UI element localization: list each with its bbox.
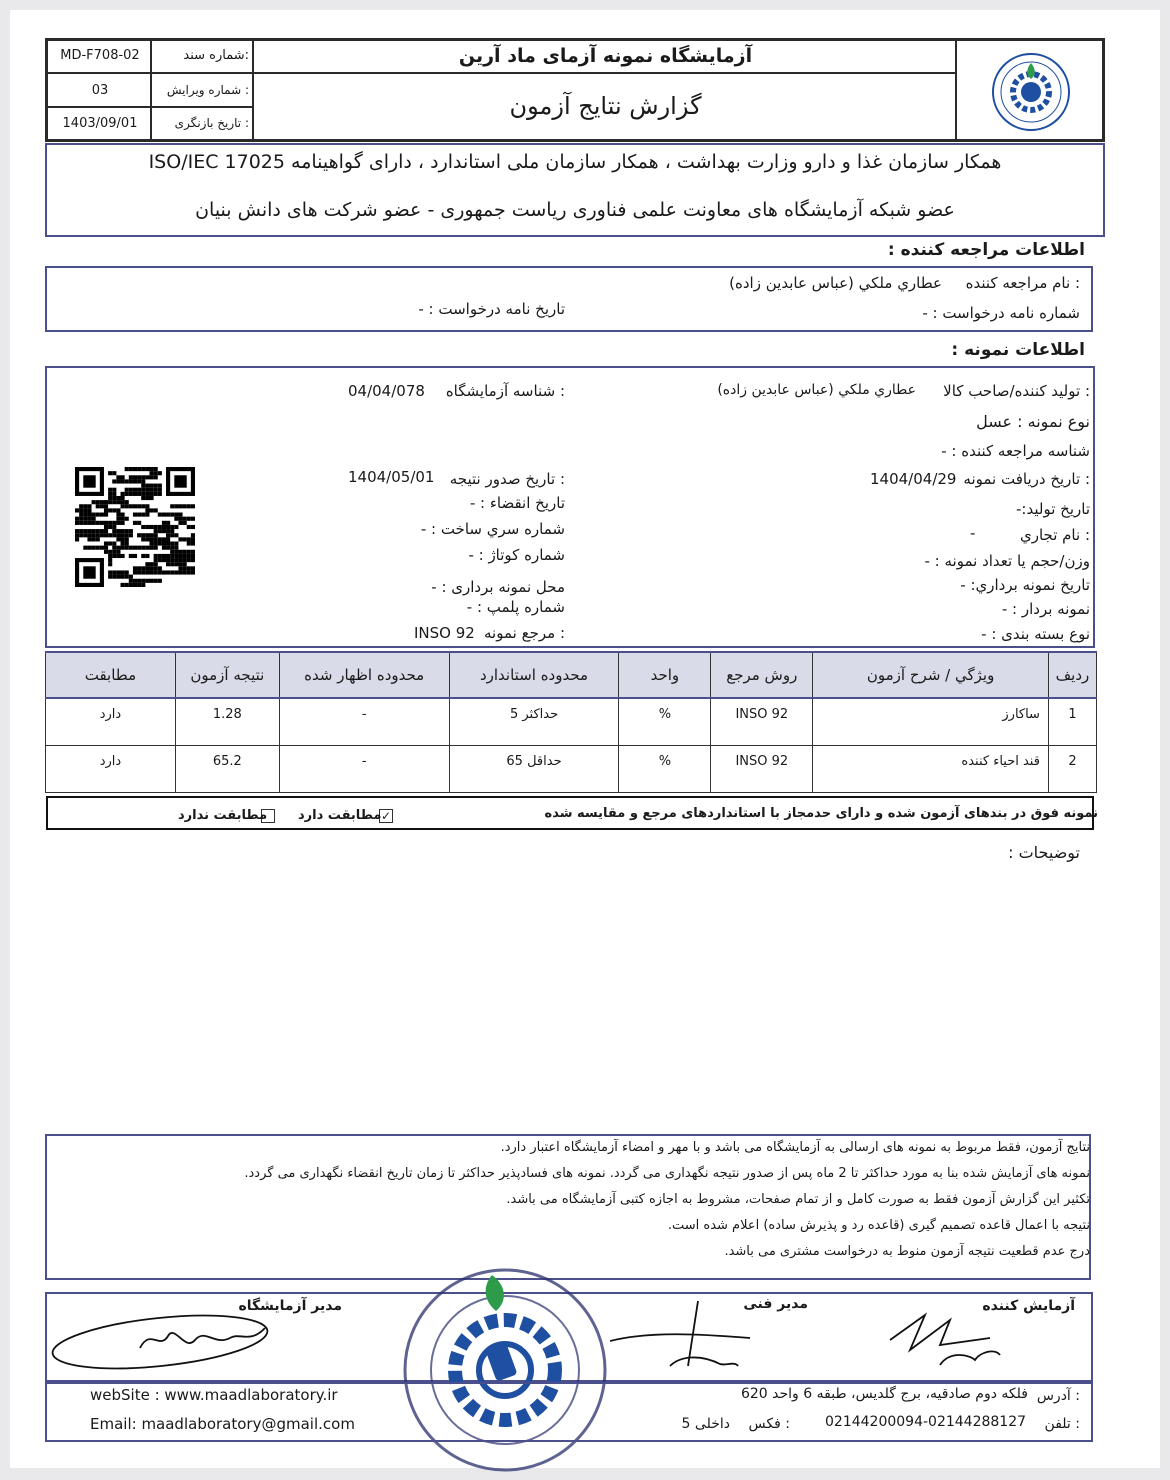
table-cell: %	[619, 745, 711, 792]
table-cell: %	[619, 698, 711, 745]
note-item: درج عدم قطعیت نتیجه آزمون منوط به درخواست مشتری می باشد.	[724, 1244, 1090, 1259]
conform-label: مطابقت دارد	[298, 808, 382, 823]
table-row	[46, 745, 1097, 792]
client-request-date: تاریخ نامه درخواست : -	[418, 300, 565, 318]
results-table	[45, 651, 1097, 793]
table-cell: 65.2	[175, 745, 279, 792]
receive-date-label: تاریخ دریافت نمونه :	[963, 470, 1090, 488]
conform-checkbox[interactable]: ✓	[380, 809, 392, 823]
client-name-label: نام مراجعه کننده :	[965, 274, 1080, 292]
client-request-no: شماره نامه درخواست : -	[922, 304, 1080, 322]
address-value: فلکه دوم صادقیه، برج گلدیس، طبقه 6 واحد 620	[740, 1386, 1028, 1402]
conformity-statement: نمونه فوق در بندهای آزمون شده و دارای حدمجاز با استانداردهای مرجع و مقایسه شده	[544, 806, 1098, 821]
qr-code-icon	[75, 467, 195, 587]
column-header: روش مرجع	[711, 652, 813, 698]
issue-date-value: 1404/05/01	[348, 468, 435, 486]
tester-signature	[880, 1310, 1030, 1370]
table-cell: حداقل 65	[449, 745, 619, 792]
producer-label: تولید کننده/صاحب کالا :	[943, 382, 1090, 400]
intro-line-2: عضو شبکه آزمایشگاه های معاونت علمی فناوری ریاست جمهوری - عضو شرکت های دانش بنیان	[195, 199, 955, 221]
results-header-row	[46, 652, 1097, 698]
table-cell: INSO 92	[711, 698, 813, 745]
client-heading: اطلاعات مراجعه کننده :	[887, 240, 1085, 260]
column-header: محدوده اظهار شده	[279, 652, 449, 698]
table-cell: ساکارز	[813, 698, 1049, 745]
report-title: گزارش نتایج آزمون	[509, 92, 702, 120]
doc-no-value: MD-F708-02	[60, 48, 140, 63]
revision-value-cell	[47, 73, 151, 107]
column-header: محدوده استاندارد	[449, 652, 619, 698]
lab-manager-signature	[50, 1310, 280, 1380]
sampler: نمونه بردار : -	[1001, 600, 1090, 618]
column-header: ردیف	[1048, 652, 1096, 698]
revision-value: 03	[91, 83, 109, 98]
revision-label-cell	[151, 73, 253, 107]
doc-no-label-cell	[151, 40, 253, 73]
table-cell: قند احیاء کننده	[813, 745, 1049, 792]
review-date-label-cell	[151, 107, 253, 140]
notes-label: توضیحات :	[1008, 843, 1080, 862]
column-header: نتیجه آزمون	[175, 652, 279, 698]
table-cell: 2	[1048, 745, 1096, 792]
lab-id-label: شناسه آزمایشگاه :	[445, 382, 565, 400]
phone-value: 02144200094-02144288127	[825, 1414, 1027, 1430]
reference-label: مرجع نمونه :	[484, 624, 565, 642]
table-cell: دارد	[46, 745, 176, 792]
cottage-no: شماره کوتاژ : -	[468, 546, 565, 564]
table-cell: 1	[1048, 698, 1096, 745]
sample-weight: وزن/حجم یا تعداد نمونه : -	[924, 552, 1090, 570]
package-type: نوع بسته بندی : -	[981, 625, 1090, 643]
sampling-date: تاریخ نمونه برداري: -	[960, 576, 1090, 594]
phone-label: تلفن :	[1044, 1416, 1080, 1432]
conformity-box	[46, 796, 1098, 830]
note-item: نمونه های آزمایش شده بنا به مورد حداکثر تا 2 ماه پس از صدور نتیجه نگهداری می گردد. نمونه های فسادپذیر حداکثر تا زمان تاریخ انقضاء نگهداری می گردد.	[244, 1166, 1090, 1181]
table-cell: -	[279, 698, 449, 745]
lab-logo-icon	[990, 51, 1072, 133]
table-cell: 1.28	[175, 698, 279, 745]
receive-date-value: 1404/04/29	[870, 470, 957, 488]
table-cell: دارد	[46, 698, 176, 745]
doc-no-value-cell	[47, 40, 151, 73]
tester-label: آزمایش کننده	[982, 1298, 1075, 1314]
results-body	[46, 698, 1097, 792]
producer-value: عطاري ملكي (عباس عابدين زاده)	[717, 382, 916, 398]
batch-no: شماره سري ساخت : -	[420, 520, 565, 538]
intro-box	[45, 143, 1105, 237]
revision-label: شماره ویرایش :	[166, 83, 249, 97]
column-header: ويژگي / شرح آزمون	[813, 652, 1049, 698]
fax-value: داخلی 5	[681, 1416, 730, 1432]
client-name-value: عطاري ملكي (عباس عابدين زاده)	[729, 274, 942, 292]
note-item: تکثیر این گزارش آزمون فقط به صورت کامل و از تمام صفحات، مشروط به اجازه کتبی آزمایشگاه می باشد.	[506, 1192, 1090, 1207]
issue-date-label: تاریخ صدور نتیجه :	[449, 470, 565, 488]
sample-type: نوع نمونه : عسل	[976, 412, 1090, 431]
table-cell: حداکثر 5	[449, 698, 619, 745]
intro-line-1: همکار سازمان غذا و دارو وزارت بهداشت ، همکار سازمان ملی استاندارد ، دارای گواهینامه ISO/IEC 17025	[148, 151, 1002, 173]
lab-stamp-icon	[400, 1265, 610, 1475]
notes-list	[90, 1140, 1090, 1270]
lab-name-cell	[253, 40, 956, 73]
lab-name: آزمایشگاه نمونه آزمای ماد آرین	[458, 45, 753, 67]
note-item: نتیجه با اعمال قاعده تصمیم گیری (قاعده رد و پذیرش ساده) اعلام شده است.	[667, 1218, 1090, 1233]
client-id: شناسه مراجعه کننده : -	[941, 442, 1090, 460]
tech-manager-label: مدیر فنی	[743, 1296, 808, 1312]
sampling-place: محل نمونه برداری : -	[431, 578, 565, 596]
lab-manager-label: مدیر آزمایشگاه	[238, 1298, 342, 1314]
review-date-value-cell	[47, 107, 151, 140]
nonconform-label: مطابقت ندارد	[178, 808, 268, 823]
column-header: واحد	[619, 652, 711, 698]
table-cell: -	[279, 745, 449, 792]
sample-heading: اطلاعات نمونه :	[951, 340, 1085, 360]
column-header: مطابقت	[46, 652, 176, 698]
email[interactable]: Email: maadlaboratory@gmail.com	[90, 1415, 355, 1433]
logo-cell	[956, 40, 1103, 140]
sample-box	[45, 366, 1095, 648]
fax-label: فکس :	[748, 1416, 790, 1432]
review-date-value: 1403/09/01	[62, 116, 138, 131]
seal-no: شماره پلمپ : -	[466, 598, 565, 616]
note-item: نتایج آزمون، فقط مربوط به نمونه های ارسالی به آزمایشگاه می باشد و با مهر و امضاء آزمایشگاه اعتبار دارد.	[500, 1140, 1090, 1155]
expiry-date: تاریخ انقضاء : -	[469, 494, 565, 512]
brand-label: نام تجاري :	[1019, 526, 1090, 544]
reference-value: INSO 92	[414, 624, 475, 642]
report-sheet	[10, 10, 1160, 1468]
website[interactable]: webSite : www.maadlaboratory.ir	[90, 1386, 338, 1404]
tech-manager-signature	[610, 1296, 770, 1376]
report-title-cell	[253, 73, 956, 140]
doc-no-label: شماره سند:	[183, 48, 249, 63]
brand-value: -	[970, 524, 976, 542]
address-label: آدرس :	[1036, 1388, 1080, 1404]
table-row	[46, 698, 1097, 745]
lab-id-value: 04/04/078	[348, 382, 425, 400]
table-cell: INSO 92	[711, 745, 813, 792]
review-date-label: تاریخ بازنگری :	[174, 116, 249, 130]
production-date: تاریخ تولید:-	[1016, 500, 1090, 518]
